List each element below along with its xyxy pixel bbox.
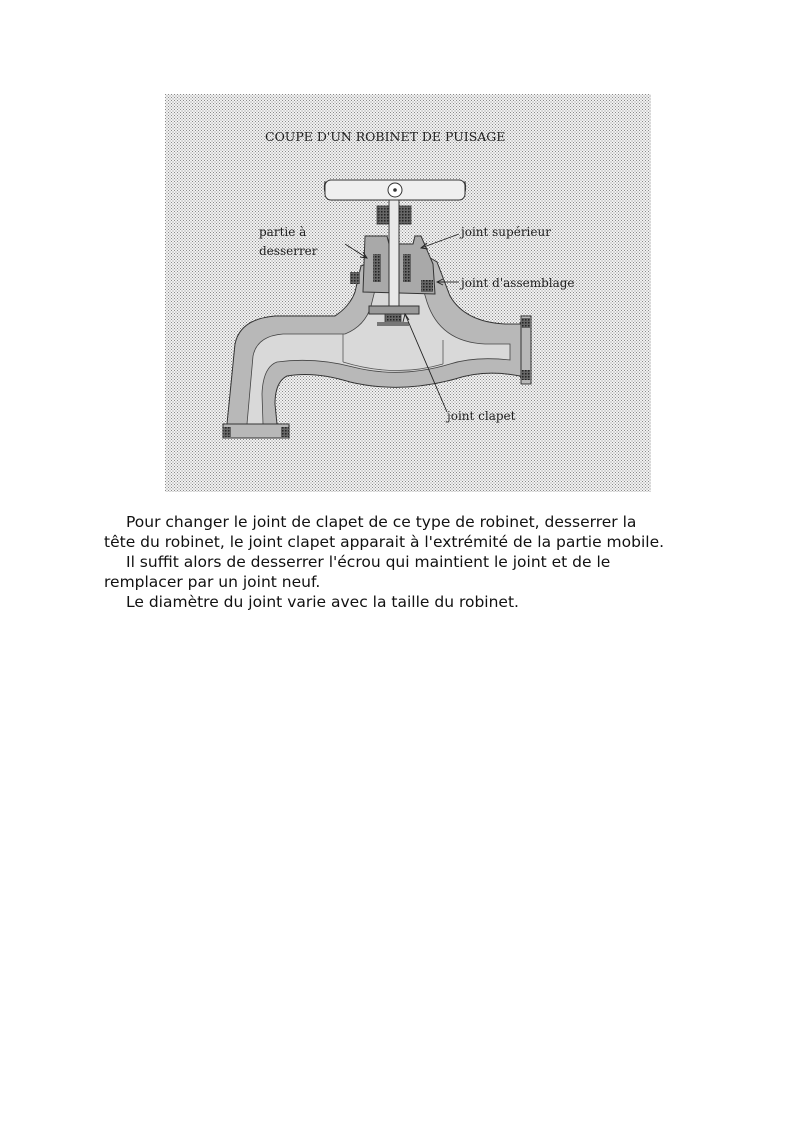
label-joint-assemblage: joint d'assemblage <box>461 276 575 290</box>
upper-seal <box>373 254 381 282</box>
paragraph-3-line-1: Le diamètre du joint varie avec la taille du robinet. <box>126 593 519 611</box>
paragraph-1-line-2: tête du robinet, le joint clapet apparait à l'extrémité de la partie mobile. <box>104 533 665 551</box>
label-partie-line2: desserrer <box>259 244 318 258</box>
faucet-handle <box>324 180 465 200</box>
label-partie-line1: partie à <box>259 225 307 239</box>
instructions-text <box>104 512 704 612</box>
label-joint-superieur: joint supérieur <box>461 225 551 239</box>
valve-disc <box>369 306 419 314</box>
paragraph-2-line-1: Il suffit alors de desserrer l'écrou qui maintient le joint et de le <box>126 553 611 571</box>
paragraph-1-line-1: Pour changer le joint de clapet de ce type de robinet, desserrer la <box>126 513 637 531</box>
faucet-cross-section-figure <box>165 94 651 492</box>
faucet-diagram <box>165 94 651 492</box>
label-joint-clapet: joint clapet <box>447 409 516 423</box>
figure-title: COUPE D'UN ROBINET DE PUISAGE <box>265 129 506 144</box>
assembly-gasket <box>421 280 433 292</box>
valve-stem <box>389 194 399 306</box>
paragraph-2-line-2: remplacer par un joint neuf. <box>104 573 321 591</box>
